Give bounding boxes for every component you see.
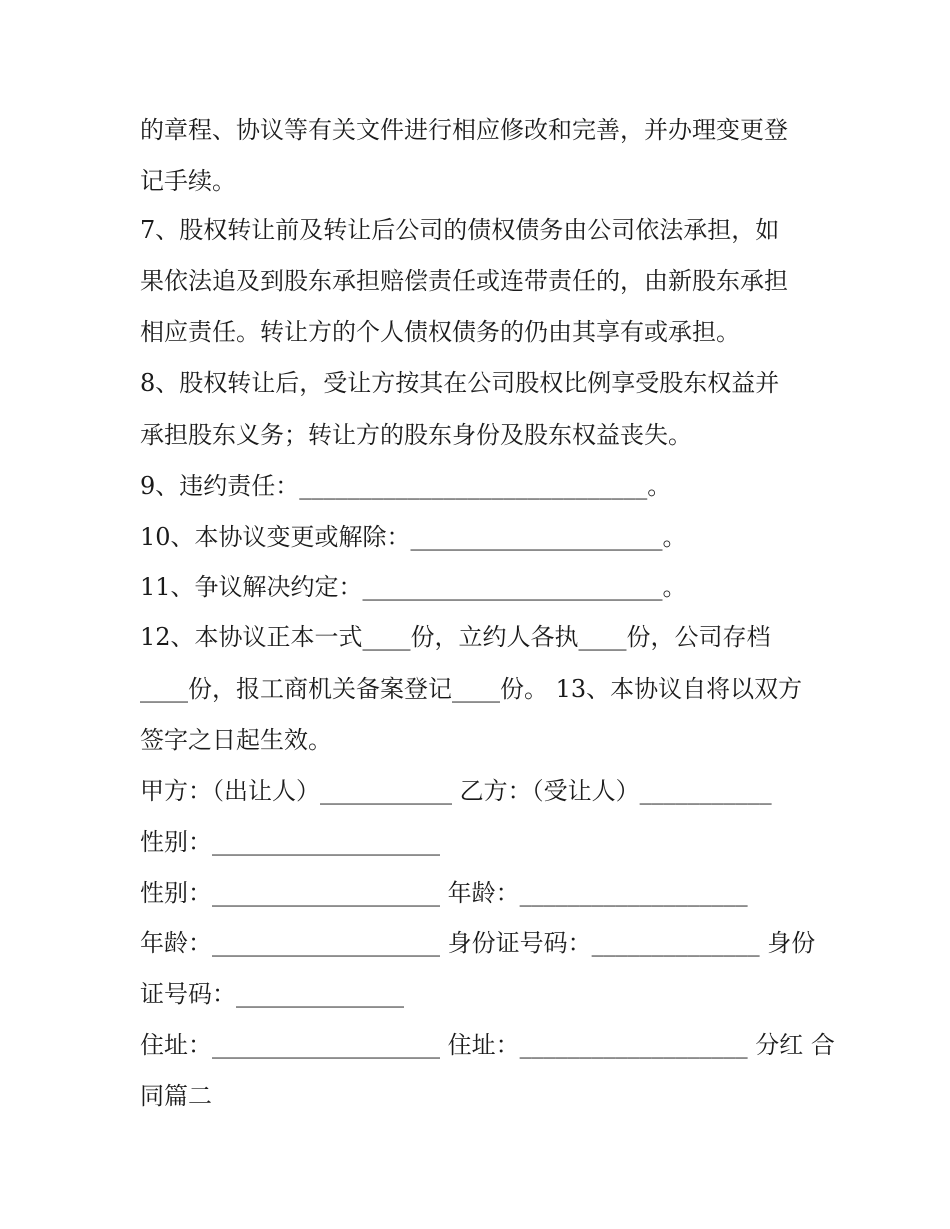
clause-10-line: 10、本协议变更或解除：_____________________。 [140, 523, 687, 551]
clause-11-line: 11、争议解决约定：_________________________。 [140, 573, 687, 601]
section-title-line: 同篇二 [140, 1082, 212, 1110]
address-line: 住址：___________________ 住址：___________________ 分红 合 [140, 1031, 835, 1059]
age-id-line: 年龄：___________________ 身份证号码：______________ 身份 [140, 929, 816, 957]
paragraph-line: 记手续。 [140, 167, 236, 195]
paragraph-line: 签字之日起生效。 [140, 726, 332, 754]
clause-8-line: 8、股权转让后，受让方按其在公司股权比例享受股东权益并 [140, 369, 780, 397]
clause-7-line: 7、股权转让前及转让后公司的债权债务由公司依法承担，如 [140, 216, 780, 244]
paragraph-line: 承担股东义务；转让方的股东身份及股东权益丧失。 [140, 421, 692, 449]
paragraph-line: 果依法追及到股东承担赔偿责任或连带责任的，由新股东承担 [140, 267, 788, 295]
clause-12-line: 12、本协议正本一式____份，立约人各执____份，公司存档 [140, 623, 771, 651]
gender-line: 性别：___________________ [140, 828, 440, 856]
paragraph-line: 的章程、协议等有关文件进行相应修改和完善，并办理变更登 [140, 116, 788, 144]
id-line: 证号码：______________ [140, 980, 404, 1008]
clause-9-line: 9、违约责任：_____________________________。 [140, 472, 672, 500]
party-line: 甲方：（出让人）___________ 乙方：（受让人）___________ [140, 777, 772, 805]
paragraph-line: ____份，报工商机关备案登记____份。 13、本协议自将以双方 [140, 675, 803, 703]
paragraph-line: 相应责任。转让方的个人债权债务的仍由其享有或承担。 [140, 318, 740, 346]
gender-age-line: 性别：___________________ 年龄：___________________ [140, 879, 748, 907]
